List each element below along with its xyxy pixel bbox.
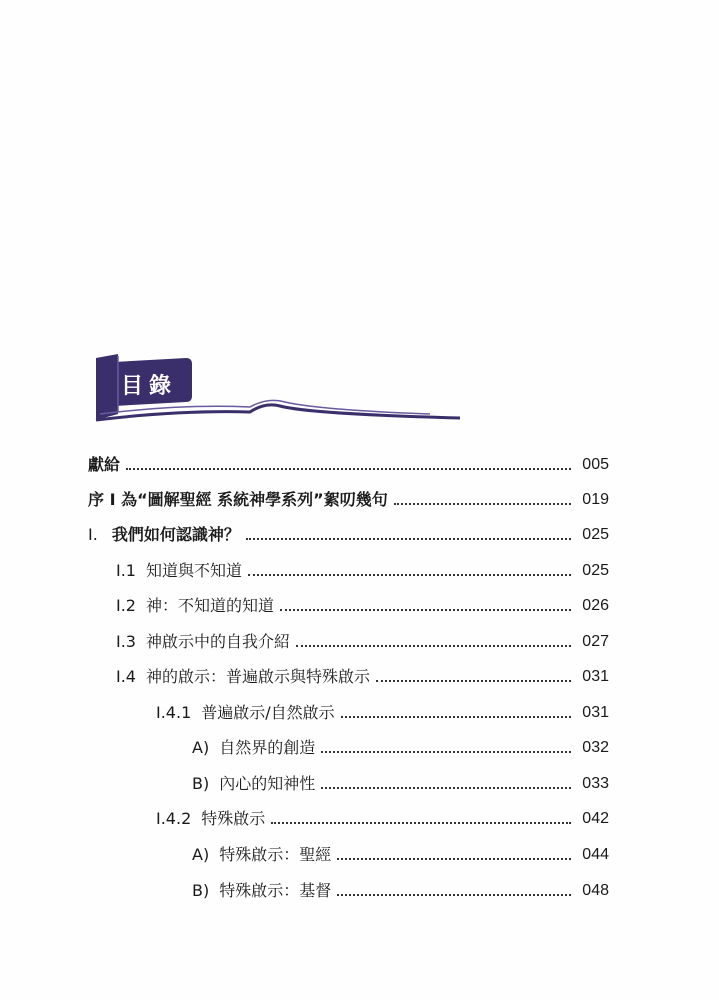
dot-leader bbox=[271, 822, 571, 824]
toc-entry-number: B) bbox=[192, 881, 210, 900]
toc-entry-label: 序 I 為“圖解聖經 系統神學系列”絮叨幾句 bbox=[88, 490, 388, 509]
toc-entry-page: 025 bbox=[582, 526, 609, 543]
toc-entry-number: A) bbox=[192, 845, 210, 864]
toc-entry-label: 知道與不知道 bbox=[145, 561, 242, 580]
toc-entry[interactable] bbox=[88, 450, 609, 476]
toc-entry-label: 自然界的創造 bbox=[219, 738, 316, 757]
toc-entry-label: 我們如何認識神？ bbox=[111, 525, 240, 544]
toc-entry[interactable] bbox=[116, 556, 609, 582]
toc-entry-number: I.4.2 bbox=[156, 809, 192, 828]
dot-leader bbox=[248, 574, 571, 576]
toc-entry[interactable] bbox=[88, 485, 609, 511]
toc-entry-label: 神：不知道的知道 bbox=[145, 596, 274, 615]
toc-entry[interactable] bbox=[192, 840, 609, 866]
toc-entry[interactable] bbox=[156, 698, 609, 724]
dot-leader bbox=[341, 716, 571, 718]
toc-entry[interactable] bbox=[116, 591, 609, 617]
toc-entry-number: I. bbox=[88, 525, 98, 544]
toc-entry[interactable] bbox=[156, 804, 609, 830]
toc-entry-page: 026 bbox=[582, 597, 609, 614]
toc-entry-label: 神啟示中的自我介紹 bbox=[145, 632, 290, 651]
toc-entry-number: I.4 bbox=[116, 667, 136, 686]
toc-entry-number: I.1 bbox=[116, 561, 136, 580]
toc-entry-label: 內心的知神性 bbox=[219, 774, 316, 793]
dot-leader bbox=[337, 894, 571, 896]
toc-entry-label: 普遍啟示/自然啟示 bbox=[201, 703, 335, 722]
toc-entry[interactable] bbox=[192, 876, 609, 902]
toc-entry-page: 027 bbox=[582, 633, 609, 650]
toc-title: 目錄 bbox=[120, 373, 177, 399]
dot-leader bbox=[126, 468, 571, 470]
dot-leader bbox=[321, 751, 571, 753]
dot-leader bbox=[394, 503, 571, 505]
dot-leader bbox=[376, 680, 571, 682]
toc-entry-label: 特殊啟示：聖經 bbox=[219, 845, 332, 864]
toc-entry-number: I.3 bbox=[116, 632, 136, 651]
toc-entry-page: 031 bbox=[582, 668, 609, 685]
toc-entry-page: 032 bbox=[582, 739, 609, 756]
toc-entry-label: 特殊啟示 bbox=[201, 809, 266, 828]
dot-leader bbox=[321, 787, 571, 789]
toc-entry[interactable] bbox=[88, 520, 609, 546]
toc-entry-page: 042 bbox=[582, 810, 609, 827]
toc-entry[interactable] bbox=[116, 662, 609, 688]
toc-entry[interactable] bbox=[116, 627, 609, 653]
toc-entry-page: 019 bbox=[582, 491, 609, 508]
toc-entry-page: 005 bbox=[582, 456, 609, 473]
toc-entry-number: I.4.1 bbox=[156, 703, 192, 722]
toc-entry-page: 048 bbox=[582, 882, 609, 899]
toc-entry[interactable] bbox=[192, 733, 609, 759]
toc-entry-number: A) bbox=[192, 738, 210, 757]
toc-entry-page: 025 bbox=[582, 562, 609, 579]
toc-entry-label: 神的啟示：普遍啟示與特殊啟示 bbox=[145, 667, 370, 686]
toc-entry-label: 特殊啟示：基督 bbox=[219, 881, 332, 900]
dot-leader bbox=[246, 538, 571, 540]
dot-leader bbox=[337, 858, 571, 860]
toc-entry-number: I.2 bbox=[116, 596, 136, 615]
toc-entry-page: 031 bbox=[582, 704, 609, 721]
dot-leader bbox=[280, 609, 571, 611]
dot-leader bbox=[296, 645, 571, 647]
toc-entry-number: B) bbox=[192, 774, 210, 793]
toc-entry-page: 033 bbox=[582, 775, 609, 792]
toc-entry[interactable] bbox=[192, 769, 609, 795]
toc-entry-label: 獻給 bbox=[88, 455, 121, 474]
toc-entry-page: 044 bbox=[582, 846, 609, 863]
